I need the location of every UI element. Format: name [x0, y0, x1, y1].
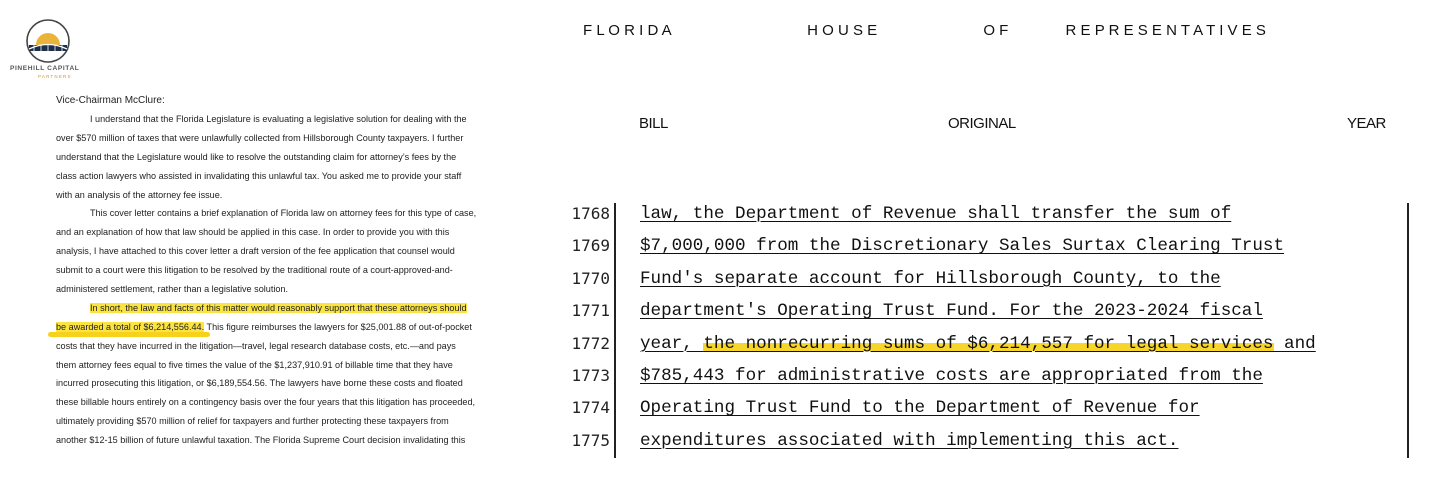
letter-line: another $12-15 billion of future unlawful taxation. The Florida Supreme Court decision invalidating this [56, 435, 466, 446]
letter-line: and an explanation of how that law should be applied in this case. In order to provide you with this [56, 227, 450, 238]
line-text-post: and [1273, 333, 1316, 354]
original-header: ORIGINAL [948, 115, 1016, 132]
line-number: 1775 [571, 430, 610, 450]
bill-line [558, 394, 1438, 426]
bill-line [558, 232, 1438, 264]
line-number: 1773 [571, 365, 610, 385]
letter-line: class action lawyers who assisted in invalidating this unlawful tax. You asked me to provide your staff [56, 170, 462, 181]
line-number: 1769 [571, 236, 610, 256]
logo-subtitle: PARTNERS [38, 74, 72, 79]
letter-line: submit to a court were this litigation to be resolved by the traditional route of a court-approved-and- [56, 265, 453, 276]
marker-underline [48, 332, 210, 337]
line-text-pre: year, [640, 333, 704, 354]
highlighted-text: In short, the law and facts of this matter would reasonably support that these attorneys should [90, 302, 467, 313]
bridge-sun-icon [20, 18, 76, 64]
letter-body [56, 110, 516, 450]
letter-line: over $570 million of taxes that were unlawfully collected from Hillsborough County taxpayers. I further [56, 132, 464, 143]
line-number: 1770 [571, 268, 610, 288]
year-header: YEAR [1347, 115, 1386, 132]
line-text: Fund's separate account for Hillsborough County, to the [640, 268, 1221, 289]
salutation: Vice-Chairman McClure: [56, 95, 165, 106]
bill-line [558, 200, 1438, 232]
house-title [583, 22, 1453, 39]
line-number: 1774 [571, 398, 610, 418]
highlighted-legal-services: the nonrecurring sums of $6,214,557 for legal services [703, 333, 1274, 354]
letter-text: This figure reimburses the lawyers for $25,001.88 of out-of-pocket [204, 321, 472, 332]
letter-line: them attorney fees equal to five times the value of the $1,237,910.91 of billable time that they have [56, 359, 453, 370]
letter-line: This cover letter contains a brief explanation of Florida law on attorney fees for this type of case, [90, 208, 477, 219]
letter-line: understand that the Legislature would like to resolve the outstanding claim for attorney’s fees by the [56, 151, 457, 162]
line-text: $785,443 for administrative costs are appropriated from the [640, 365, 1263, 386]
bill-line [558, 265, 1438, 297]
title-word: H O U S E [807, 22, 878, 39]
line-text-highlighted [640, 334, 1316, 354]
highlighted-line [56, 318, 516, 337]
line-text: law, the Department of Revenue shall transfer the sum of [640, 204, 1232, 224]
bill-line [558, 330, 1438, 362]
letter-scan [0, 0, 556, 460]
bill-line [558, 362, 1438, 394]
line-number: 1768 [571, 204, 610, 223]
bill-text [558, 200, 1438, 459]
bill-line [558, 427, 1438, 459]
line-number: 1772 [571, 333, 610, 353]
pinehill-logo [10, 18, 90, 82]
line-text: department's Operating Trust Fund. For the 2023-2024 fiscal [640, 301, 1263, 322]
line-text: Operating Trust Fund to the Department of Revenue for [640, 398, 1200, 419]
title-word: F L O R I D A [583, 22, 672, 39]
letter-line: these billable hours entirely on a contingency basis over the four years that this litigation has proceeded, [56, 397, 476, 408]
letter-line: ultimately providing $570 million of relief for taxpayers and further protecting these taxpayers from [56, 416, 449, 427]
letter-line: analysis, I have attached to this cover letter a draft version of the fee application that counsel would [56, 246, 455, 257]
title-word: R E P R E S E N T A T I V E S [1065, 22, 1266, 39]
highlighted-fee-amount: be awarded a total of $6,214,556.44. [56, 321, 205, 332]
line-number: 1771 [571, 301, 610, 321]
letter-line: I understand that the Florida Legislature is evaluating a legislative solution for dealing with the [90, 114, 467, 124]
title-word: O F [983, 22, 1009, 39]
line-text: $7,000,000 from the Discretionary Sales Surtax Clearing Trust [640, 236, 1285, 257]
letter-line: costs that they have incurred in the litigation—travel, legal research database costs, etc.—and pays [56, 340, 456, 351]
highlighted-line [56, 299, 516, 318]
letter-line: with an analysis of the attorney fee issue. [56, 189, 223, 200]
line-text: expenditures associated with implementing this act. [640, 430, 1179, 451]
bill-line [558, 297, 1438, 329]
logo-name: PINEHILL CAPITAL [10, 65, 80, 72]
bill-header: BILL [639, 115, 668, 132]
letter-line: administered settlement, rather than a legislative solution. [56, 284, 289, 295]
letter-line: incurred prosecuting this litigation, or $6,189,554.56. The lawyers have borne these costs and floated [56, 378, 463, 389]
